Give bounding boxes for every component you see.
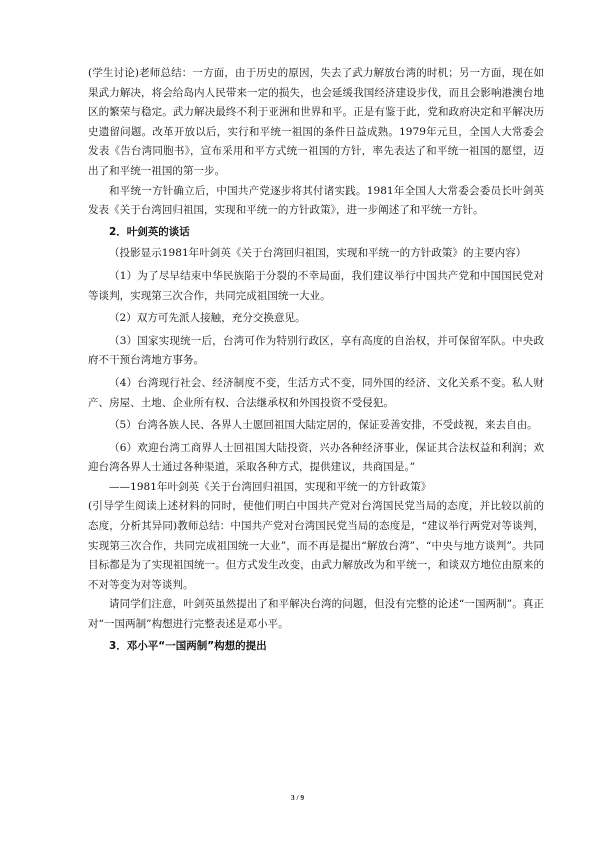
policy-item-4: （4）台湾现行社会、经济制度不变，生活方式不变，同外国的经济、文化关系不变。私人财产、房屋、土地、企业所有权、合法继承权和外国投资不受侵犯。 [88,376,544,409]
projection-intro: （投影显示1981年叶剑英《关于台湾回归祖国，实现和平统一的方针政策》的主要内容） [109,247,527,260]
paragraph-closing-note: 请同学们注意，叶剑英虽然提出了和平解决台湾的问题，但没有完整的论述“一国两制”。真正对“一国两制”构想进行完整表述是邓小平。 [88,598,544,631]
paragraph-peaceful-unification: 和平统一方针确立后，中国共产党逐步将其付诸实践。1981年全国人大常委会委员长叶剑英发表《关于台湾回归祖国，实现和平统一的方针政策》，进一步阐述了和平统一方针。 [88,184,544,217]
section-heading-deng-xiaoping: 3．邓小平“一国两制”构想的提出 [109,639,267,652]
policy-item-3: （3）国家实现统一后，台湾可作为特别行政区，享有高度的自治权，并可保留军队。中央政府不干预台湾地方事务。 [88,334,544,367]
section-heading-ye-jianying: 2．叶剑英的谈话 [109,225,190,238]
paragraph-teacher-summary: (学生讨论)老师总结：一方面，由于历史的原因，失去了武力解放台湾的时机；另一方面，现在如果武力解决，将会给岛内人民带来一定的损失，也会延缓我国经济建设步伐，而且会影响港澳台地区的繁荣与稳定。武力解决最终不利于亚洲和世界和平。正是有鉴于此，党和政府决定和平解决历史遗留问题。改革开放以后，实行和平统一祖国的条件日益成熟。1979年元旦，全国人大常委会发表《告台湾同胞书》，宣布采用和平方式统一祖国的方针，率先表达了和平统一祖国的愿望，迈出了和平统一祖国的第一步。 [88,67,544,177]
page-content [88,64,544,658]
quote-source: ——1981年叶剑英《关于台湾回归祖国，实现和平统一的方针政策》 [109,480,432,493]
policy-item-2: （2）双方可先派人接触，充分交换意见。 [109,312,306,325]
page-number: 3 / 9 [290,793,305,802]
policy-item-6: （6）欢迎台湾工商界人士回祖国大陆投资，兴办各种经济事业，保证其合法权益和利润；欢迎台湾各界人士通过各种渠道，采取各种方式，提供建议，共商国是。” [88,441,544,474]
paragraph-guide-summary: (引导学生阅读上述材料的同时，使他们明白中国共产党对台湾国民党当局的态度，并比较以前的态度，分析其异同)教师总结：中国共产党对台湾国民党当局的态度是，“建议举行两党对等谈判，实现第三次合作，共同完成祖国统一大业”，而不再是提出“解放台湾”、“中央与地方谈判”。共同目标都是为了实现祖国统一。但方式发生改变，由武力解放改为和平统一，和谈双方地位由原来的不对等变为对等谈判。 [88,500,544,591]
policy-item-5: （5）台湾各族人民、各界人士愿回祖国大陆定居的，保证妥善安排，不受歧视，来去自由。 [109,419,538,432]
policy-item-1: （1）为了尽早结束中华民族陷于分裂的不幸局面，我们建议举行中国共产党和中国国民党对等谈判，实现第三次合作，共同完成祖国统一大业。 [88,269,544,302]
